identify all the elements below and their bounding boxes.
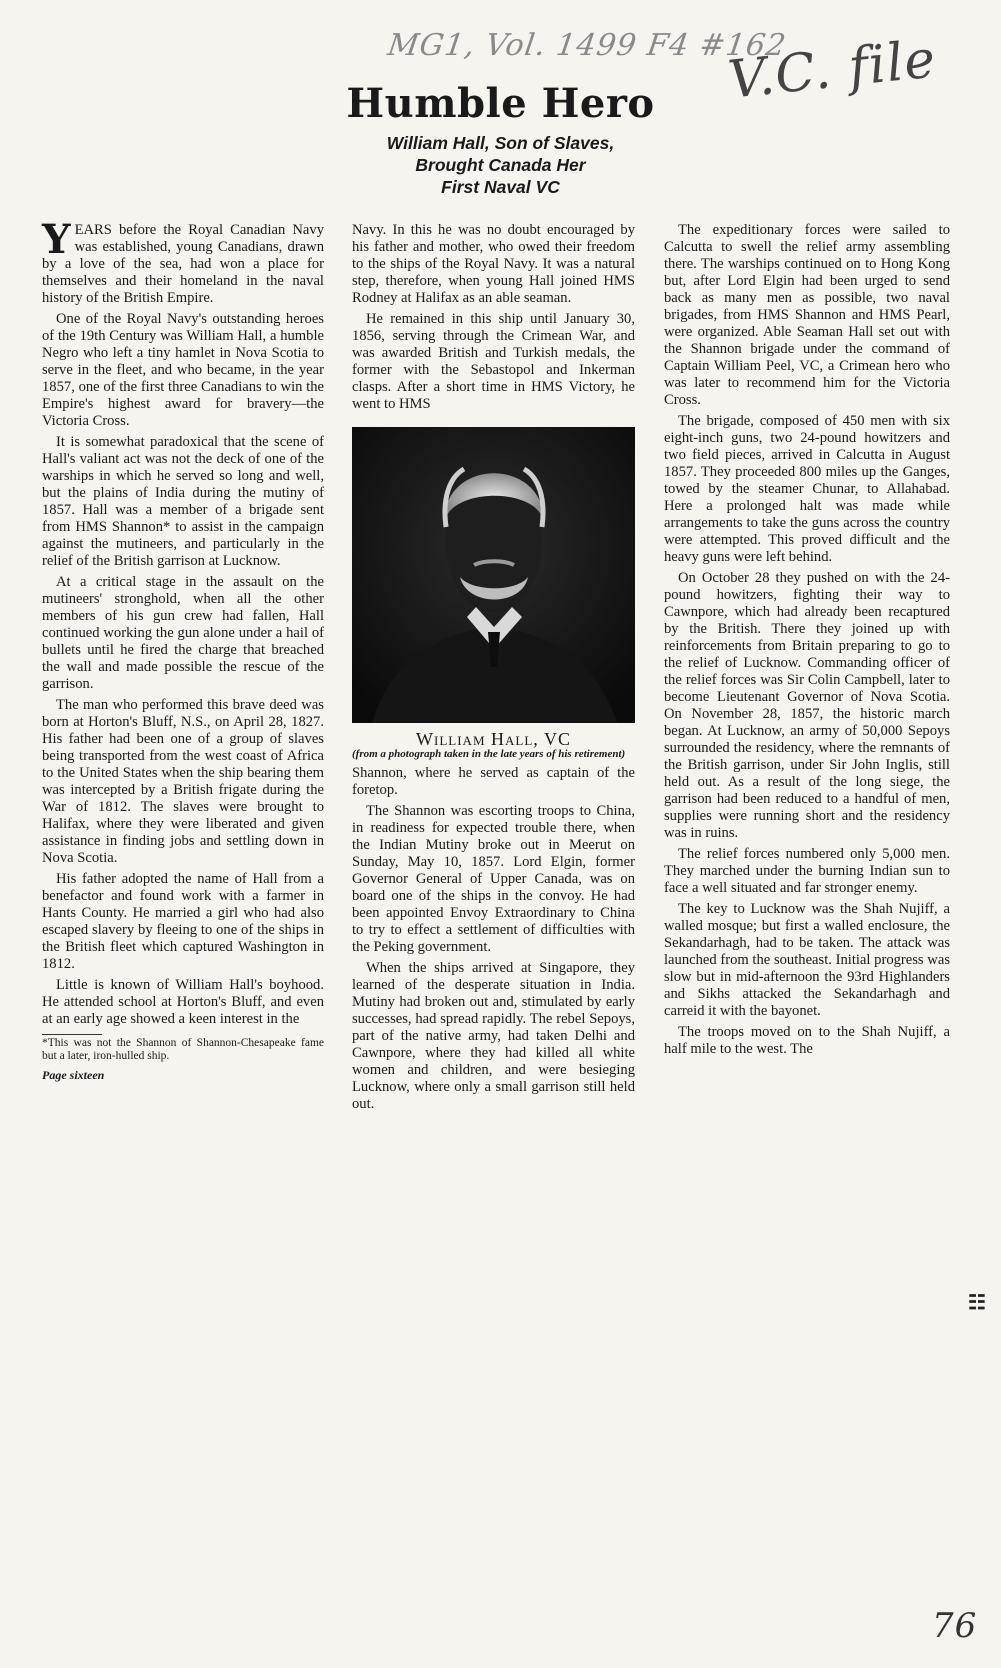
paragraph: The relief forces numbered only 5,000 men. They marched under the burning Indian sun to face a well situated and far stronger enemy. bbox=[664, 846, 950, 896]
paragraph: One of the Royal Navy's outstanding heroes of the 19th Century was William Hall, a humble Negro who left a tiny hamlet in Nova Scotia to serve in the fleet, and who became, in the year 1857, one of the first three Canadians to win the Empire's highest award for bravery—the Victoria Cross. bbox=[42, 311, 324, 429]
subtitle-line-1: William Hall, Son of Slaves, bbox=[386, 133, 615, 153]
photo-note: (from a photograph taken in the late years of his retirement) bbox=[352, 748, 626, 760]
paragraph: The brigade, composed of 450 men with six eight-inch guns, two 24-pound howitzers and two field pieces, arrived in Calcutta in August 1857. They proceeded 800 miles up the Ganges, towed by the steamer Chunar, to Allahabad. Here a prolonged halt was made while arrangements to take the guns across the country were attempted. This proved difficult and the heavy guns were left behind. bbox=[664, 413, 950, 565]
paragraph: The man who performed this brave deed was born at Horton's Bluff, N.S., on April 28, 1827. His father had been one of a group of slaves being transported from the west coast of Africa to the United States when the ship bearing them was intercepted by a British frigate during the War of 1812. The slaves were brought to Halifax, where they were liberated and given assistance in finding jobs and settling down in Nova Scotia. bbox=[42, 697, 324, 866]
file-handwritten-note: V.C. file bbox=[725, 29, 939, 111]
photo-caption: William Hall, VC bbox=[416, 729, 571, 749]
portrait-image bbox=[352, 427, 635, 723]
paragraph: At a critical stage in the assault on the mutineers' stronghold, when all the other members of his gun crew had fallen, Hall continued working the gun alone under a hail of bullets until he fired the charge that breached the wall and made possible the rescue of the garrison. bbox=[42, 574, 324, 692]
paragraph: On October 28 they pushed on with the 24-pound howitzers, fighting their way to Cawnpore, which had already been recaptured by the British. There they joined up with reinforcements from Britain preparing to go to the relief of Lucknow. Commanding officer of the relief forces was Sir Colin Campbell, later to become Lieutenant Governor of Nova Scotia. On November 28, 1857, the historic march began. At Lucknow, an army of 50,000 Sepoys surrounded the residency, where the remnants of the British garrison, under Sir John Inglis, still held out. As a result of the long siege, the garrison had been reduced to a handful of men, supplies were running short and the residency was in ruins. bbox=[664, 570, 950, 841]
paragraph: It is somewhat paradoxical that the scene of Hall's valiant act was not the deck of one of the warships in which he served so long and well, but the plains of India during the mutiny of 1857. Hall was a member of a brigade sent from HMS Shannon* to assist in the campaign against the mutineers, and particularly in the relief of the British garrison at Lucknow. bbox=[42, 434, 324, 569]
footnote: *This was not the Shannon of Shannon-Chesapeake fame but a later, iron-hulled ship. bbox=[42, 1037, 324, 1062]
paragraph: The key to Lucknow was the Shah Nujiff, a walled mosque; but first a walled enclosure, the Sekandarhagh, had to be taken. The attack was launched from the southeast. Initial progress was slow but in mid-afternoon the 93rd Highlanders and Sikhs attacked the Sekandarhagh and carreid it with the bayonet. bbox=[664, 901, 950, 1019]
paragraph: YEARS before the Royal Canadian Navy was established, young Canadians, drawn by a love of the sea, had won a place for themselves and their homeland in the naval history of the British Empire. bbox=[42, 216, 324, 306]
paragraph: The Shannon was escorting troops to China, in readiness for expected trouble there, when the Indian Mutiny broke out in Meerut on Sunday, May 10, 1857. Lord Elgin, former Governor General of Upper Canada, was on board one of the ships in the convoy. He had been appointed Envoy Extraordinary to China to try to effect a settlement of difficulties with the Peking government. bbox=[352, 803, 635, 955]
stamp-mark-icon: ☷ bbox=[968, 1292, 986, 1314]
paragraph: When the ships arrived at Singapore, they learned of the desperate situation in India. Mutiny had broken out and, stimulated by early successes, had spread rapidly. The rebel Sepoys, part of the native army, had taken Delhi and Cawnpore, where they had killed all white women and children, and were besieging Lucknow, where only a small garrison still held out. bbox=[352, 960, 635, 1112]
paragraph: He remained in this ship until January 30, 1856, serving through the Crimean War, and was awarded British and Turkish medals, the former with the Sebastopol and Inkerman clasps. After a short time in HMS Victory, he went to HMS bbox=[352, 311, 635, 412]
portrait-photo bbox=[352, 427, 635, 723]
archive-handwritten-note: MG1, Vol. 1499 F4 #162 bbox=[385, 28, 789, 63]
column-1 bbox=[42, 216, 324, 1088]
paragraph: The troops moved on to the Shah Nujiff, a half mile to the west. The bbox=[664, 1024, 950, 1057]
subtitle-line-3: First Naval VC bbox=[441, 177, 560, 197]
article-title: Humble Hero bbox=[346, 80, 655, 127]
paragraph: Shannon, where he served as captain of the foretop. bbox=[352, 765, 635, 798]
article-subtitle bbox=[0, 132, 1001, 198]
subtitle-line-2: Brought Canada Her bbox=[415, 155, 586, 175]
paragraph: Little is known of William Hall's boyhood. He attended school at Horton's Bluff, and even at an early age showed a keen interest in the bbox=[42, 977, 324, 1027]
page-label: Page sixteen bbox=[42, 1068, 105, 1082]
drop-cap: Y bbox=[42, 216, 71, 263]
handwritten-page-number: 76 bbox=[932, 1606, 978, 1646]
column-3 bbox=[664, 222, 950, 1062]
paragraph: Navy. In this he was no doubt encouraged by his father and mother, who owed their freedom to the ships of the Royal Navy. It was a natural step, therefore, when young Hall joined HMS Rodney at Halifax as an able seaman. bbox=[352, 222, 635, 306]
paragraph: The expeditionary forces were sailed to Calcutta to swell the relief army assembling there. The warships continued on to Hong Kong but, after Lord Elgin had been urged to send back as many men as possible, two naval brigades, from HMS Shannon and HMS Pearl, were organized. Able Seaman Hall set out with the Shannon brigade under the command of Captain William Peel, VC, a Crimean hero who was later to recommend him for the Victoria Cross. bbox=[664, 222, 950, 408]
paragraph: His father adopted the name of Hall from a benefactor and found work with a farmer in Hants County. He married a girl who had also escaped slavery by fleeing to one of the ships in the British fleet which captured Washington in 1812. bbox=[42, 871, 324, 972]
footnote-rule bbox=[42, 1034, 102, 1035]
column-2 bbox=[352, 222, 635, 1117]
